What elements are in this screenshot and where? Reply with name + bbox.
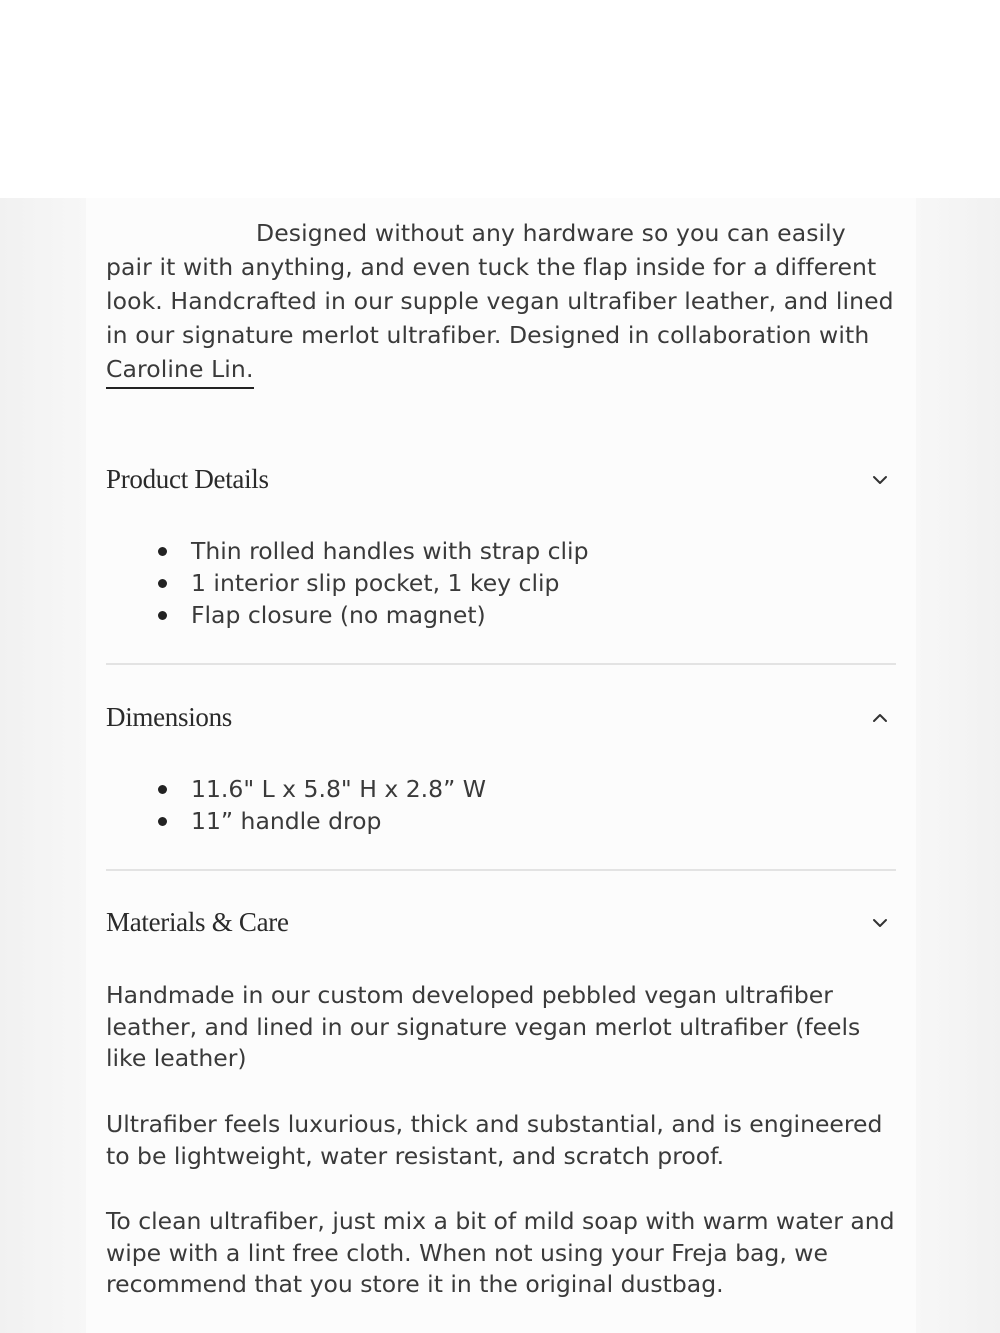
list-item: 11” handle drop — [106, 805, 896, 837]
product-details-list — [106, 535, 896, 631]
list-item: 1 interior slip pocket, 1 key clip — [106, 567, 896, 599]
list-item: Thin rolled handles with strap clip — [106, 535, 896, 567]
section-divider — [106, 869, 896, 871]
bullet-icon — [158, 785, 167, 794]
chevron-down-icon — [870, 470, 890, 490]
accordion-header-product-details[interactable] — [106, 464, 896, 504]
designer-link[interactable]: Caroline Lin. — [106, 355, 254, 389]
bullet-icon — [158, 547, 167, 556]
list-item: 11.6" L x 5.8" H x 2.8” W — [106, 773, 896, 805]
bullet-icon — [158, 579, 167, 588]
section-title: Product Details — [106, 464, 269, 494]
chevron-up-icon — [870, 708, 890, 728]
bullet-icon — [158, 611, 167, 620]
chevron-down-icon — [870, 913, 890, 933]
materials-paragraph: Ultrafiber feels luxurious, thick and substantial, and is engineered to be lightweight, water resistant, and scratch proof. — [106, 1110, 883, 1170]
section-title: Dimensions — [106, 702, 233, 732]
accordion-header-materials-care[interactable] — [106, 907, 896, 947]
top-blank-area — [0, 0, 1000, 198]
left-margin — [0, 198, 86, 1333]
right-margin — [916, 198, 1000, 1333]
section-title: Materials & Care — [106, 907, 289, 937]
intro-text: Designed without any hardware so you can easily pair it with anything, and even tuck the flap inside for a different look. Handcrafted in our supple vegan ultrafiber leather, and lined in our signature merlot ultrafiber. Designed in collaboration with — [106, 219, 894, 349]
care-paragraph: To clean ultrafiber, just mix a bit of mild soap with warm water and wipe with a lint free cloth. When not using your Freja bag, we recommend that you store it in the original dustbag. — [106, 1207, 895, 1298]
bullet-icon — [158, 817, 167, 826]
section-divider — [106, 663, 896, 665]
accordion-header-dimensions[interactable] — [106, 702, 896, 742]
list-item: Flap closure (no magnet) — [106, 599, 896, 631]
dimensions-list — [106, 773, 896, 837]
product-intro — [106, 216, 896, 386]
materials-paragraph: Handmade in our custom developed pebbled vegan ultrafiber leather, and lined in our signature vegan merlot ultrafiber (feels like leather) — [106, 981, 861, 1072]
